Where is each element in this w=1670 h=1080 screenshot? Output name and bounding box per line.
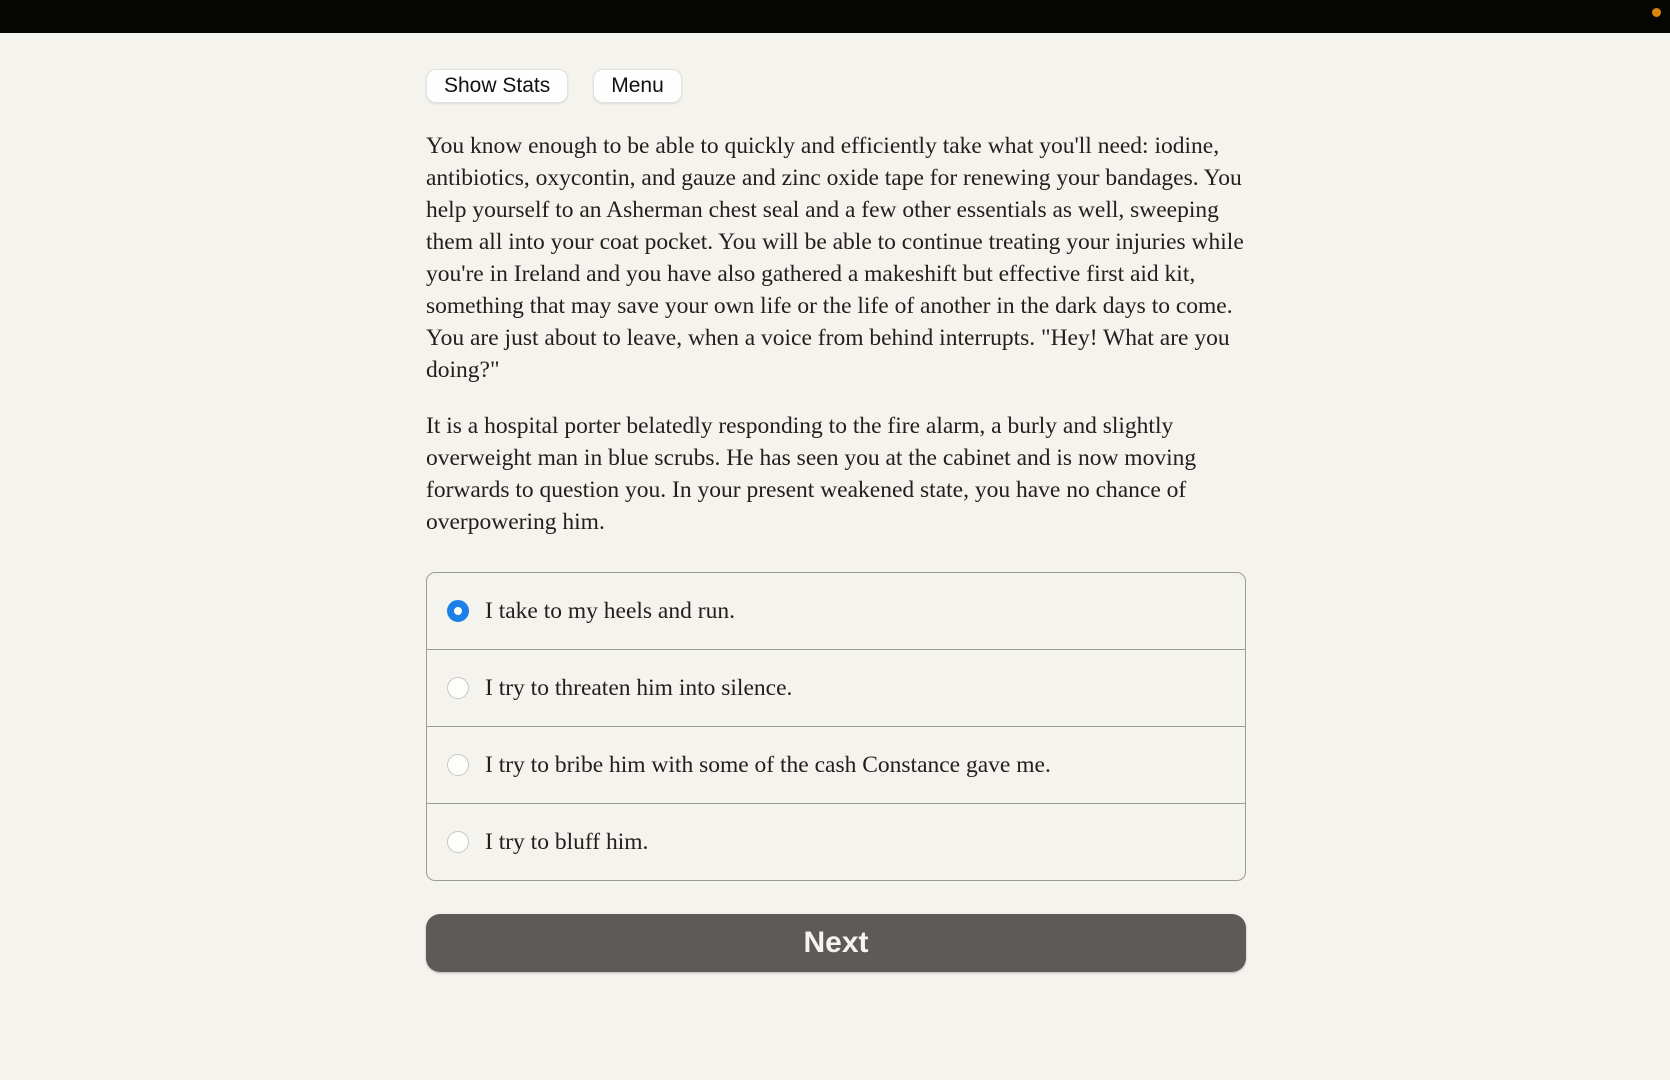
choice-option[interactable] — [427, 803, 1245, 880]
choice-option[interactable] — [427, 726, 1245, 803]
next-button[interactable]: Next — [426, 914, 1246, 972]
show-stats-button[interactable]: Show Stats — [426, 69, 568, 103]
radio-button[interactable] — [447, 831, 469, 853]
story-paragraph: It is a hospital porter belatedly responding to the fire alarm, a burly and slightly overweight man in blue scrubs. He has seen you at the cabinet and is now moving forwards to question you. In your present weakened state, you have no chance of overpowering him. — [426, 413, 1197, 535]
choice-label: I try to threaten him into silence. — [485, 674, 793, 701]
radio-button[interactable] — [447, 754, 469, 776]
choice-option[interactable] — [427, 649, 1245, 726]
radio-button[interactable] — [447, 600, 469, 622]
top-bar — [0, 0, 1670, 33]
toolbar — [426, 69, 1246, 103]
choice-label: I take to my heels and run. — [485, 597, 735, 624]
radio-button[interactable] — [447, 677, 469, 699]
choices-list — [426, 572, 1246, 881]
choice-label: I try to bribe him with some of the cash Constance gave me. — [485, 751, 1051, 778]
story-paragraph: You know enough to be able to quickly and efficiently take what you'll need: iodine, antibiotics, oxycontin, and gauze and zinc oxide tape for renewing your bandages. You help yourself to an Asherman chest seal and a few other essentials as well, sweeping them all into your coat pocket. You will be able to continue treating your injuries while you're in Ireland and you have also gathered a makeshift but effective first aid kit, something that may save your own life or the life of another in the dark days to come. You are just about to leave, when a voice from behind interrupts. "Hey! What are you doing?" — [426, 133, 1244, 383]
choice-option[interactable] — [427, 573, 1245, 649]
story-text — [426, 130, 1246, 538]
choice-label: I try to bluff him. — [485, 828, 649, 855]
record-indicator-icon — [1652, 8, 1661, 17]
game-content — [426, 69, 1246, 972]
menu-button[interactable]: Menu — [593, 69, 682, 103]
